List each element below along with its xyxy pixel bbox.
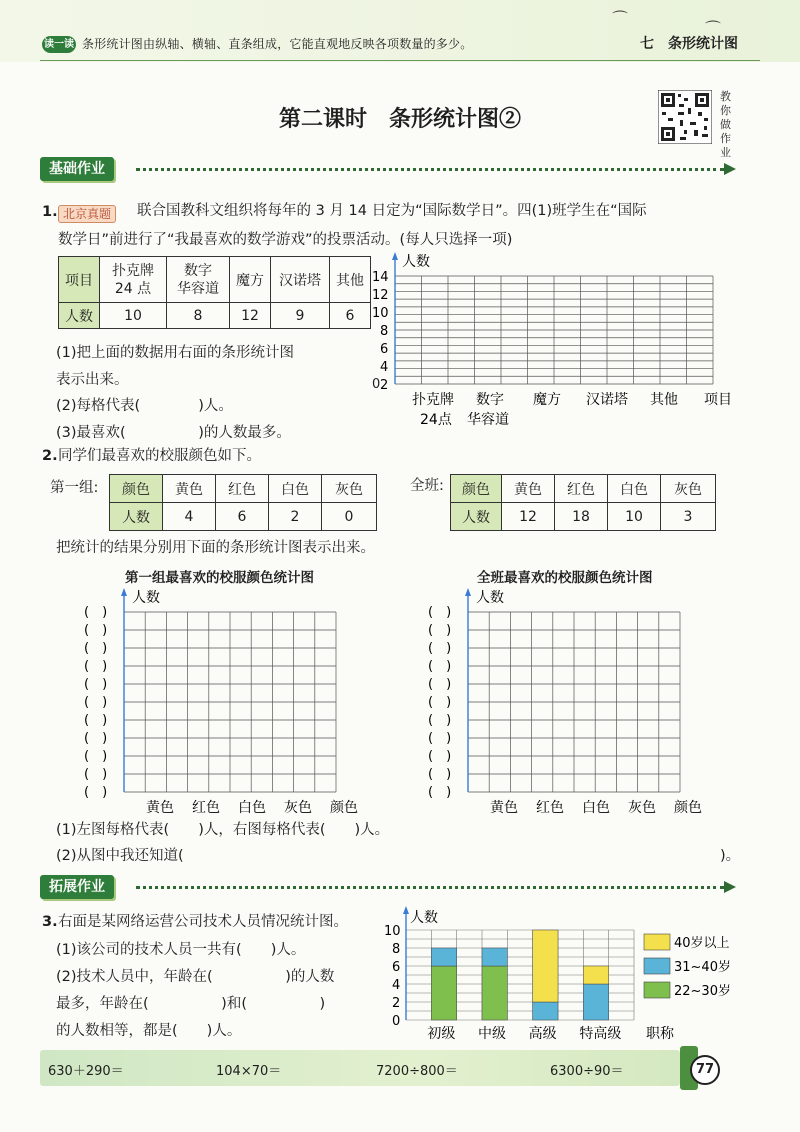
y-tick-label: 10: [384, 924, 401, 939]
blank-tick-paren[interactable]: ( ): [428, 749, 452, 764]
blank-tick-paren[interactable]: ( ): [428, 767, 452, 782]
table-cell: 红色: [216, 475, 269, 503]
q1-line1: 联合国教科文组织将每年的 3 月 14 日定为“国际数学日”。四(1)班学生在“国际: [137, 203, 647, 219]
blank-tick-paren[interactable]: ( ): [84, 785, 108, 800]
section-extended-badge: 拓展作业: [40, 875, 114, 899]
x-tick-label: 灰色: [284, 800, 312, 816]
table-cell: 4: [163, 503, 216, 531]
table-cell: 魔方: [230, 257, 271, 303]
table-cell: 10: [100, 303, 167, 329]
q1-sub1a: (1)把上面的数据用右面的条形统计图: [56, 345, 295, 361]
q1-data-table: [58, 256, 371, 329]
x-tick-label: 红色: [192, 800, 220, 816]
table-header-cell: 颜色: [110, 475, 163, 503]
y-tick-label: 4: [392, 978, 401, 993]
section-divider: [136, 168, 724, 171]
blank-tick-paren[interactable]: ( ): [428, 731, 452, 746]
blank-tick-paren[interactable]: ( ): [84, 749, 108, 764]
q2-instruction: 把统计的结果分别用下面的条形统计图表示出来。: [56, 540, 375, 556]
q1-blank-chart[interactable]: [368, 252, 748, 434]
arrow-right-icon: [724, 163, 736, 175]
tip-text: 条形统计图由纵轴、横轴、直条组成，它能直观地反映各项数量的多少。: [82, 37, 473, 51]
blank-tick-paren[interactable]: ( ): [428, 695, 452, 710]
y-axis-label: 人数: [410, 910, 438, 926]
table-header-cell: 人数: [59, 303, 100, 329]
table-cell: 灰色: [322, 475, 377, 503]
y-tick-label: 0: [392, 1014, 401, 1029]
blank-tick-paren[interactable]: ( ): [428, 785, 452, 800]
table-cell: 其他: [330, 257, 371, 303]
bar-segment: [583, 966, 608, 984]
q2-sub2-end: )。: [720, 848, 741, 864]
footer-calc: 6300÷90＝: [550, 1064, 624, 1079]
chart2-blank[interactable]: [424, 586, 724, 816]
blank-tick-paren[interactable]: ( ): [428, 623, 452, 638]
y-tick-label: 6: [380, 342, 389, 357]
table-cell: 2: [269, 503, 322, 531]
q1-line2: 数学日”前进行了“我最喜欢的数学游戏”的投票活动。(每人只选择一项): [58, 232, 513, 248]
y-axis-label: 人数: [402, 254, 430, 270]
g2-label: 全班:: [410, 478, 444, 494]
q1-source-tag: 北京真题: [58, 203, 116, 223]
chart1-blank[interactable]: [80, 586, 380, 816]
table-cell: 汉诺塔: [271, 257, 330, 303]
x-tick-label: 华容道: [467, 412, 509, 428]
q3-stacked-bar-chart: [380, 906, 745, 1046]
footer-calc: 7200÷800＝: [376, 1064, 458, 1079]
table-header-cell: 人数: [110, 503, 163, 531]
x-axis-label: 项目: [704, 392, 732, 408]
qr-caption: 教 你 做 作 业: [720, 90, 731, 159]
x-tick-label: 红色: [536, 800, 564, 816]
bar-segment: [583, 984, 608, 1020]
blank-tick-paren[interactable]: ( ): [84, 731, 108, 746]
footer-calc: 104×70＝: [216, 1064, 282, 1079]
table-cell: 扑克牌 24 点: [100, 257, 167, 303]
x-tick-label: 24点: [420, 412, 452, 428]
bar-segment: [533, 1002, 558, 1020]
blank-tick-paren[interactable]: ( ): [84, 605, 108, 620]
q3-sub1: (1)该公司的技术人员一共有( )人。: [56, 942, 306, 958]
legend-label: 40岁以上: [674, 936, 730, 951]
section-basic-badge: 基础作业: [40, 157, 114, 181]
q3-sub2a: (2)技术人员中，年龄在( )的人数: [56, 969, 335, 985]
q2-sub1: (1)左图每格代表( )人，右图每格代表( )人。: [56, 822, 390, 838]
legend-label: 31~40岁: [674, 960, 731, 975]
x-axis-label: 颜色: [330, 800, 358, 816]
table-header-cell: 颜色: [451, 475, 502, 503]
legend-label: 22~30岁: [674, 984, 731, 999]
blank-tick-paren[interactable]: ( ): [428, 605, 452, 620]
y-tick-label: 8: [380, 324, 389, 339]
bird-icon: ⌒: [612, 9, 629, 28]
x-tick-label: 黄色: [146, 800, 174, 816]
legend-swatch: [644, 982, 670, 998]
blank-tick-paren[interactable]: ( ): [84, 767, 108, 782]
blank-tick-paren[interactable]: ( ): [428, 677, 452, 692]
x-tick-label: 数字: [476, 392, 504, 408]
q3-sub2b: 最多，年龄在( )和( ): [56, 996, 326, 1012]
blank-tick-paren[interactable]: ( ): [84, 623, 108, 638]
y-tick-label: 2: [392, 996, 401, 1011]
blank-tick-paren[interactable]: ( ): [428, 659, 452, 674]
bar-segment: [482, 966, 507, 1020]
y-axis-label: 人数: [132, 590, 160, 606]
table-header-cell: 项目: [59, 257, 100, 303]
q2-sub2-start: (2)从图中我还知道(: [56, 848, 184, 864]
x-tick-label: 汉诺塔: [586, 392, 628, 408]
q1-sub2: (2)每格代表( )人。: [56, 398, 233, 414]
section-divider: [136, 886, 724, 889]
blank-tick-paren[interactable]: ( ): [84, 713, 108, 728]
x-axis-label: 职称: [646, 1026, 674, 1042]
qr-code-icon[interactable]: [658, 90, 712, 144]
y-tick-label: 8: [392, 942, 401, 957]
y-axis-arrow-icon: [403, 906, 409, 914]
table-cell: 白色: [608, 475, 661, 503]
table-cell: 红色: [555, 475, 608, 503]
table-cell: 0: [322, 503, 377, 531]
blank-tick-paren[interactable]: ( ): [428, 641, 452, 656]
y-tick-label: 12: [372, 288, 389, 303]
table-cell: 12: [230, 303, 271, 329]
table-cell: 6: [330, 303, 371, 329]
x-tick-label: 高级: [528, 1026, 557, 1042]
table-cell: 黄色: [163, 475, 216, 503]
bird-icon: ⌒: [705, 19, 722, 38]
q3-sub2c: 的人数相等，都是( )人。: [56, 1023, 242, 1039]
x-tick-label: 魔方: [533, 392, 561, 408]
g1-table: [109, 474, 377, 531]
bar-segment: [431, 948, 456, 966]
page-title: 第二课时 条形统计图②: [278, 106, 521, 132]
blank-tick-paren[interactable]: ( ): [84, 659, 108, 674]
table-cell: 灰色: [661, 475, 716, 503]
x-tick-label: 扑克牌: [412, 392, 454, 408]
q1-sub3: (3)最喜欢( )的人数最多。: [56, 425, 291, 441]
table-cell: 6: [216, 503, 269, 531]
blank-tick-paren[interactable]: ( ): [84, 677, 108, 692]
blank-tick-paren[interactable]: ( ): [428, 713, 452, 728]
table-cell: 3: [661, 503, 716, 531]
y-tick-label: 10: [372, 306, 389, 321]
table-cell: 10: [608, 503, 661, 531]
bar-segment: [533, 930, 558, 1002]
table-cell: 8: [167, 303, 230, 329]
table-cell: 黄色: [502, 475, 555, 503]
table-cell: 9: [271, 303, 330, 329]
q1-sub1b: 表示出来。: [56, 372, 129, 388]
g1-label: 第一组:: [50, 480, 99, 496]
q3-number: 3.: [42, 914, 58, 930]
q2-text: 同学们最喜欢的校服颜色如下。: [58, 448, 261, 464]
y-axis-arrow-icon: [465, 588, 471, 596]
tip-badge: 读一读: [42, 36, 76, 53]
table-cell: 18: [555, 503, 608, 531]
q2-number: 2.: [42, 448, 58, 464]
bar-segment: [431, 966, 456, 1020]
y-tick-label: 6: [392, 960, 401, 975]
page-number: 77: [690, 1055, 720, 1085]
q3-text: 右面是某网络运营公司技术人员情况统计图。: [58, 914, 348, 930]
y-tick-label: 0: [372, 377, 381, 392]
q1-number: 1.: [42, 204, 58, 220]
x-tick-label: 初级: [427, 1026, 456, 1042]
x-tick-label: 灰色: [628, 800, 656, 816]
footer-calc: 630＋290＝: [48, 1064, 124, 1079]
y-axis-label: 人数: [476, 590, 504, 606]
header-divider: [40, 60, 760, 61]
x-tick-label: 特高级: [579, 1026, 622, 1042]
arrow-right-icon: [724, 881, 736, 893]
bar-segment: [482, 948, 507, 966]
y-tick-label: 14: [372, 270, 389, 285]
chart2-title: 全班最喜欢的校服颜色统计图: [477, 570, 653, 586]
legend-swatch: [644, 958, 670, 974]
chapter-title: 七 条形统计图: [640, 36, 738, 52]
blank-tick-paren[interactable]: ( ): [84, 695, 108, 710]
x-tick-label: 白色: [582, 800, 610, 816]
blank-tick-paren[interactable]: ( ): [84, 641, 108, 656]
y-axis-arrow-icon: [121, 588, 127, 596]
x-tick-label: 黄色: [490, 800, 518, 816]
g2-table: [450, 474, 716, 531]
y-axis-arrow-icon: [392, 252, 398, 260]
y-tick-label: 4: [380, 360, 389, 375]
x-tick-label: 白色: [238, 800, 266, 816]
x-tick-label: 中级: [478, 1026, 506, 1042]
table-cell: 数字 华容道: [167, 257, 230, 303]
table-cell: 12: [502, 503, 555, 531]
x-tick-label: 其他: [650, 392, 678, 408]
legend-swatch: [644, 934, 670, 950]
x-axis-label: 颜色: [674, 800, 702, 816]
y-tick-label: 2: [380, 378, 389, 393]
table-cell: 白色: [269, 475, 322, 503]
chart1-title: 第一组最喜欢的校服颜色统计图: [125, 570, 314, 586]
table-header-cell: 人数: [451, 503, 502, 531]
